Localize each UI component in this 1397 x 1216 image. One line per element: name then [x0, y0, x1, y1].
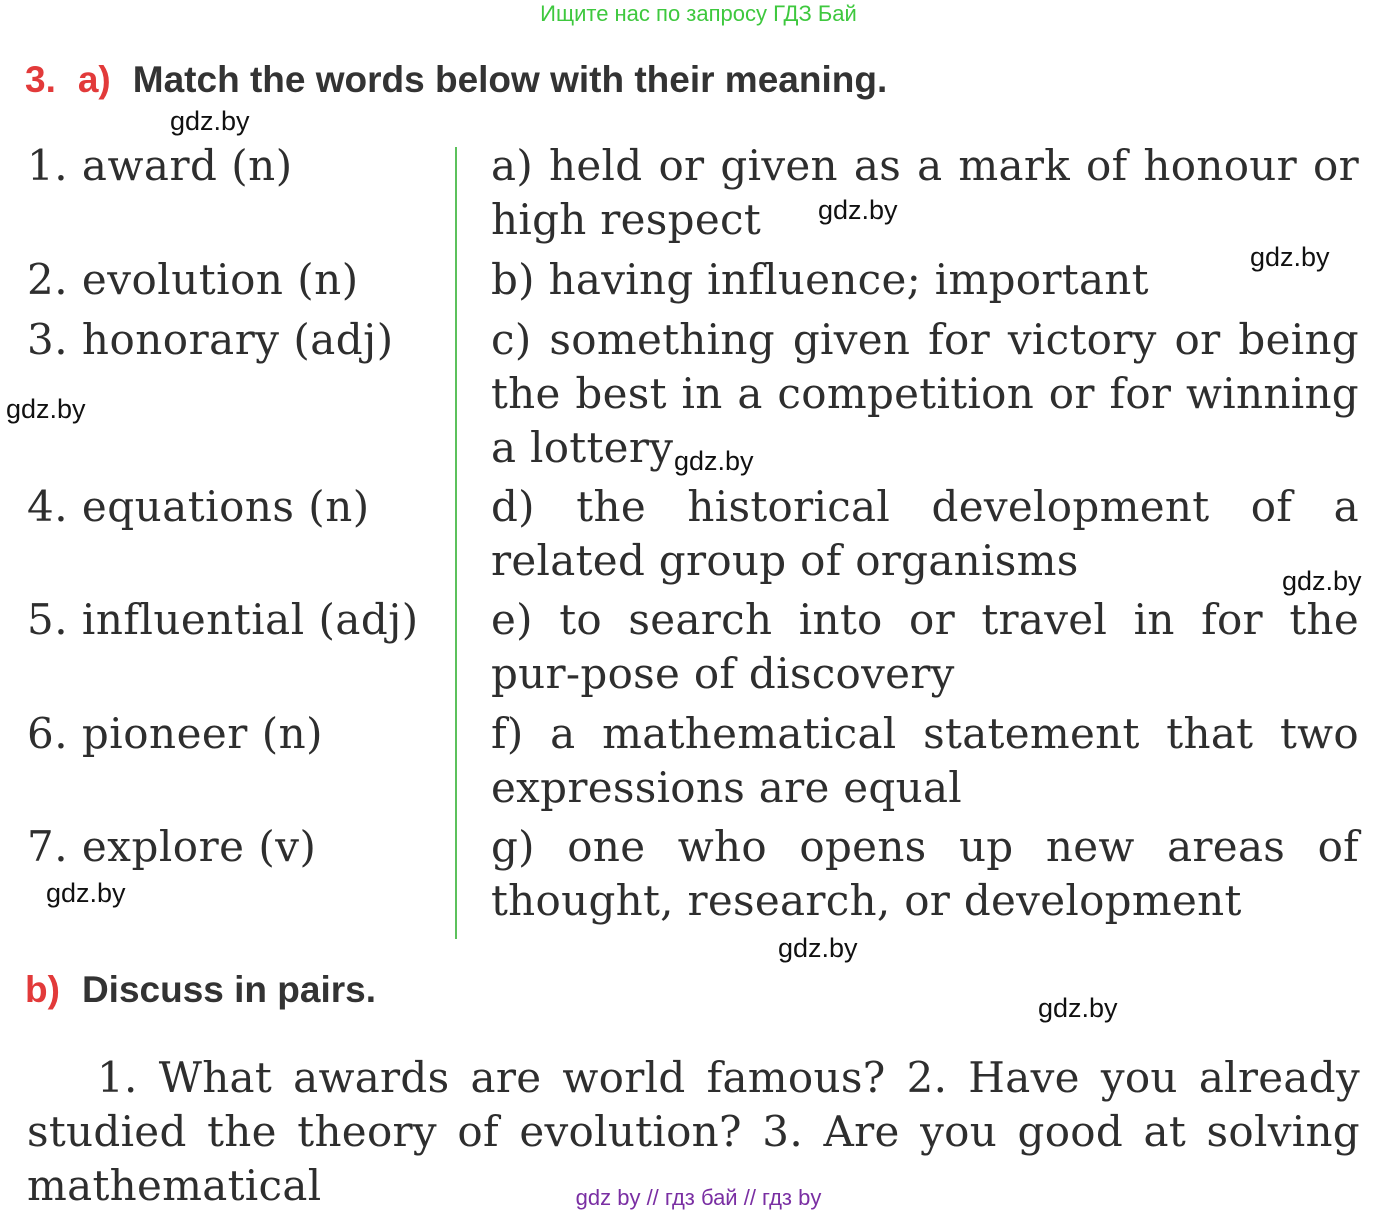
term-4: 4. equations (n) — [27, 482, 370, 531]
term-3: 3. honorary (adj) — [27, 315, 394, 364]
top-search-note: Ищите нас по запросу ГДЗ Бай — [540, 1, 857, 26]
watermark: gdz.by — [1282, 566, 1362, 596]
meaning-a: a) held or given as a mark of honour or high respect — [491, 141, 1359, 244]
exercise-heading-b — [25, 968, 376, 1012]
column-divider — [455, 147, 457, 939]
discussion-questions: 1. What awards are world famous? 2. Have you already studied the theory of evolution? 3. Are you good at solving mathematical — [27, 1053, 1360, 1210]
meaning-e: e) to search into or travel in for the pur-pose of discovery — [491, 595, 1359, 698]
watermark: gdz.by — [674, 446, 754, 476]
watermark: gdz.by — [170, 106, 250, 136]
part-b-title: Discuss in pairs. — [81, 969, 377, 1010]
watermark: gdz.by — [778, 933, 858, 963]
watermark: gdz.by — [6, 394, 86, 424]
part-a-letter: a) — [77, 59, 111, 100]
term-5: 5. influential (adj) — [27, 595, 419, 644]
meaning-c: c) something given for victory or being the best in a competition or for winning a lottery — [491, 315, 1359, 472]
exercise-heading-a — [25, 58, 887, 102]
term-6: 6. pioneer (n) — [27, 709, 324, 758]
exercise-number: 3. — [25, 59, 56, 100]
part-b-letter: b) — [25, 969, 60, 1010]
term-1: 1. award (n) — [27, 141, 293, 190]
term-7: 7. explore (v) — [27, 822, 317, 871]
watermark: gdz.by — [1250, 242, 1330, 272]
watermark: gdz.by — [46, 878, 126, 908]
term-2: 2. evolution (n) — [27, 255, 359, 304]
meaning-b: b) having influence; important — [491, 255, 1149, 304]
meaning-d: d) the historical development of a related group of organisms — [491, 482, 1359, 585]
meaning-g: g) one who opens up new areas of thought, research, or development — [491, 822, 1359, 925]
meaning-f: f) a mathematical statement that two expressions are equal — [491, 709, 1359, 812]
footer-links: gdz by // гдз бай // гдз by — [575, 1185, 822, 1210]
watermark: gdz.by — [818, 195, 898, 225]
part-a-title: Match the words below with their meaning. — [132, 59, 888, 100]
watermark: gdz.by — [1038, 993, 1118, 1023]
